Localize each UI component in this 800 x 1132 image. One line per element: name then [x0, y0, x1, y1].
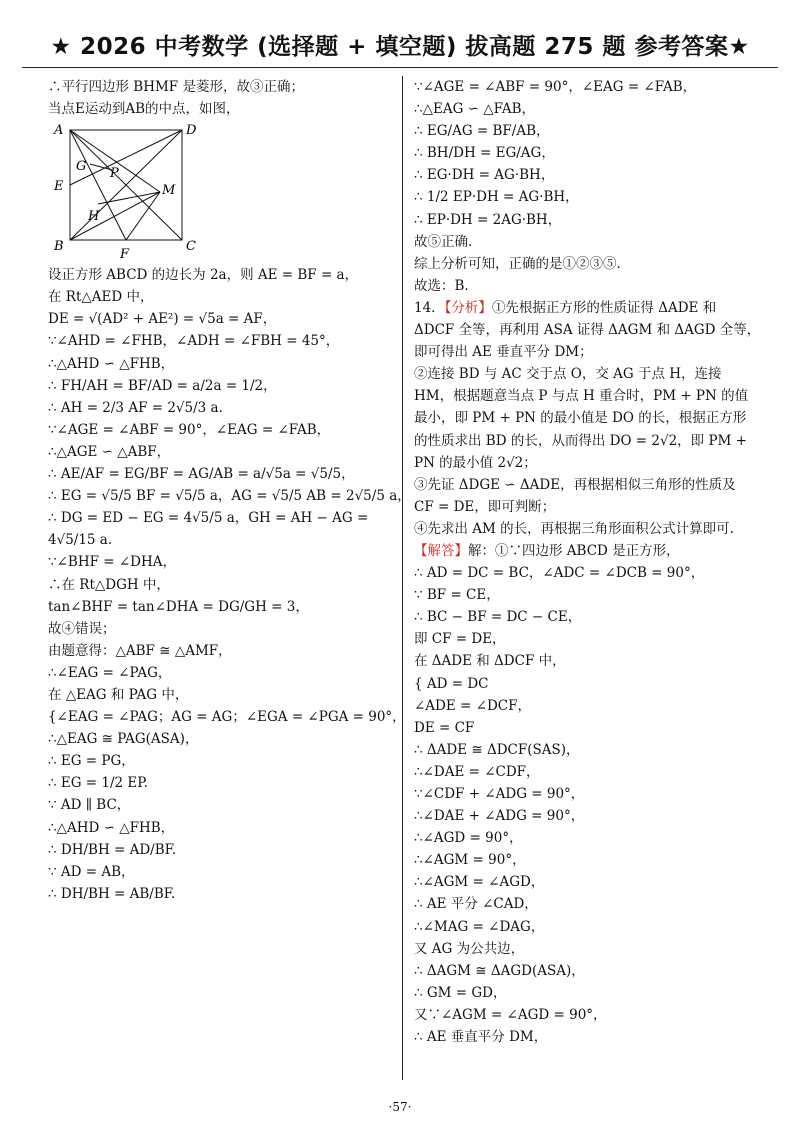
right-solution-lines: [414, 76, 759, 1048]
text-line: ∴ EG/AG = BF/AB，: [414, 123, 550, 140]
text-line: ∵∠AHD = ∠FHB，∠ADH = ∠FBH = 45°，: [48, 333, 340, 350]
text-line: DE = CF: [414, 719, 475, 736]
label-p: P: [110, 166, 119, 182]
text-line: ΔDCF 全等，再利用 ASA 证得 ΔAGM 和 ΔAGD 全等，: [414, 322, 761, 339]
text-line: ∴ DH/BH = AB/BF.: [48, 885, 176, 902]
segment-ed: [70, 130, 182, 185]
right-column: [414, 76, 759, 1048]
text-line: ∴△AHD ∽ △FHB，: [48, 819, 175, 836]
square-diagram: [48, 122, 208, 262]
left-column: [48, 76, 411, 905]
text-line: 故⑤正确.: [414, 233, 473, 250]
text-line: ∵ AD ∥ BC，: [48, 797, 131, 814]
label-g: G: [76, 159, 87, 175]
text-line: ∴ BC − BF = DC − CE，: [414, 609, 582, 626]
text-line: 当点E运动到AB的中点，如图，: [48, 101, 240, 118]
label-h: H: [88, 209, 100, 225]
geometry-figure: [48, 122, 393, 262]
text-line: DE = √(AD² + AE²) = √5a = AF，: [48, 311, 277, 328]
text-line: ∴∠AGM = ∠AGD，: [414, 874, 545, 891]
text-line: ∴ EG = 1/2 EP.: [48, 775, 148, 792]
text-line: ∴ ΔAGM ≅ ΔAGD(ASA)，: [414, 962, 585, 979]
segment-bm: [70, 192, 160, 240]
text-line: ∴ EG = √5/5 BF = √5/5 a，AG = √5/5 AB = 2√5/5 a，: [48, 488, 411, 505]
text-line: ∴ AE 平分 ∠CAD，: [414, 896, 538, 913]
text-line: ∠ADE = ∠DCF，: [414, 697, 531, 714]
text-line: 在 ΔADE 和 ΔDCF 中，: [414, 653, 566, 670]
text-line: ∴∠DAE = ∠CDF，: [414, 763, 540, 780]
text-line: ∴ EG = PG，: [48, 753, 135, 770]
column-divider: [402, 76, 403, 1080]
text-line: 又 AG 为公共边，: [414, 940, 525, 957]
text-line: ∵∠AGE = ∠ABF = 90°，∠EAG = ∠FAB，: [48, 421, 331, 438]
segment-gp: [90, 164, 112, 170]
text-line: ∴ ΔADE ≅ ΔDCF(SAS)，: [414, 741, 580, 758]
text-line: ∵∠AGE = ∠ABF = 90°，∠EAG = ∠FAB，: [414, 79, 697, 95]
text-line: ∴△AHD ∽ △FHB，: [48, 355, 175, 372]
text-line: ∴△EAG ≅ PAG(ASA)，: [48, 731, 199, 748]
left-solution-lines: [48, 264, 411, 905]
text-line: 14．【分析】①先根据正方形的性质证得 ΔADE 和: [414, 299, 717, 316]
text-line: ∴∠AGM = 90°，: [414, 852, 526, 869]
text-line: 即 CF = DE，: [414, 631, 506, 648]
text-line: 故④错误；: [48, 620, 116, 637]
text-line: 故选：B.: [414, 277, 469, 294]
text-line: ∴ DG = ED − EG = 4√5/5 a，GH = AH − AG =: [48, 510, 369, 527]
label-m: M: [162, 183, 176, 199]
text-line: ∴ EP·DH = 2AG·BH，: [414, 211, 562, 228]
text-line: 即可得出 AE 垂直平分 DM；: [414, 344, 593, 361]
label-c: C: [186, 239, 196, 255]
text-line: ∴平行四边形 BHMF 是菱形，故③正确；: [48, 79, 304, 95]
text-line: 【解答】解：①∵四边形 ABCD 是正方形，: [414, 542, 680, 559]
text-line: PN 的最小值 2√2；: [414, 454, 537, 471]
text-line: ∴△AGE ∽ △ABF，: [48, 443, 171, 460]
section-tag: 【解答】: [414, 542, 468, 559]
section-tag: 【分析】: [444, 299, 492, 316]
text-line: 4√5/15 a.: [48, 532, 113, 549]
text-line: 在 △EAG 和 PAG 中，: [48, 686, 189, 703]
page-number: ·57·: [388, 1100, 412, 1114]
label-b: B: [54, 239, 64, 255]
text-line: ∵∠CDF + ∠ADG = 90°，: [414, 786, 585, 802]
text-line: tan∠BHF = tan∠DHA = DG/GH = 3，: [48, 598, 309, 615]
segment-hm: [98, 192, 160, 204]
text-line: 的性质求出 BD 的长，从而得出 DO = 2√2，即 PM +: [414, 432, 747, 449]
text-line: ∵ BF = CE，: [414, 587, 500, 604]
label-d: D: [186, 123, 197, 139]
text-line: ∴ 1/2 EP·DH = AG·BH，: [414, 189, 579, 206]
label-a: A: [54, 123, 64, 139]
page-title: ★ 2026 中考数学 (选择题 + 填空题) 拔高题 275 题 参考答案★: [50, 34, 750, 60]
text-line: {∠EAG = ∠PAG；AG = AG；∠EGA = ∠PGA = 90°，: [48, 709, 406, 726]
text-line: ∴ AE/AF = EG/BF = AG/AB = a/√5a = √5/5，: [48, 466, 355, 483]
text-line: ∴ AH = 2/3 AF = 2√5/3 a.: [48, 399, 223, 416]
text-line: 由题意得：△ABF ≅ △AMF，: [48, 642, 232, 659]
text-line: ∴ BH/DH = EG/AG，: [414, 145, 555, 162]
text-line: ∵∠BHF = ∠DHA，: [48, 554, 177, 571]
text-line: ④先求出 AM 的长，再根据三角形面积公式计算即可.: [414, 520, 734, 537]
text-line: CF = DE，即可判断；: [414, 498, 556, 515]
text-line: ③先证 ΔDGE ∽ ΔADE，再根据相似三角形的性质及: [414, 476, 736, 493]
label-e: E: [54, 179, 64, 195]
text-line: ∴∠EAG = ∠PAG，: [48, 664, 172, 681]
text-line: ∴∠DAE + ∠ADG = 90°，: [414, 808, 585, 825]
text-line: HM，根据题意当点 P 与点 H 重合时，PM + PN 的值: [414, 388, 749, 405]
text-line: ∴ DH/BH = AD/BF.: [48, 841, 177, 858]
text-line: ∴∠AGD = 90°，: [414, 830, 523, 847]
text-line: ∴ AE 垂直平分 DM，: [414, 1029, 548, 1046]
text-line: 设正方形 ABCD 的边长为 2a，则 AE = BF = a，: [48, 267, 359, 284]
text-line: ∴ FH/AH = BF/AD = a/2a = 1/2，: [48, 377, 277, 394]
text-line: ∴ AD = DC = BC，∠ADC = ∠DCB = 90°，: [414, 565, 705, 582]
text-line: { AD = DC: [414, 675, 489, 692]
segment-fm: [126, 192, 160, 240]
text-line: 综上分析可知，正确的是①②③⑤.: [414, 255, 621, 272]
text-line: ∴∠MAG = ∠DAG，: [414, 918, 545, 935]
text-line: ∴在 Rt△DGH 中，: [48, 576, 170, 593]
header-rule: [22, 67, 778, 68]
text-line: ∴ EG·DH = AG·BH，: [414, 167, 555, 184]
text-line: ∴ GM = GD，: [414, 984, 507, 1001]
text-line: 在 Rt△AED 中，: [48, 289, 154, 306]
text-line: 最小，即 PM + PN 的最小值是 DO 的长，根据正方形: [414, 410, 747, 427]
text-line: 又∵∠AGM = ∠AGD = 90°，: [414, 1006, 607, 1023]
text-line: ∴△EAG ∽ △FAB，: [414, 101, 535, 118]
text-line: ②连接 BD 与 AC 交于点 O，交 AG 于点 H，连接: [414, 366, 722, 383]
label-f: F: [120, 247, 130, 263]
page-header: [0, 0, 800, 68]
text-line: ∵ AD = AB，: [48, 863, 135, 880]
